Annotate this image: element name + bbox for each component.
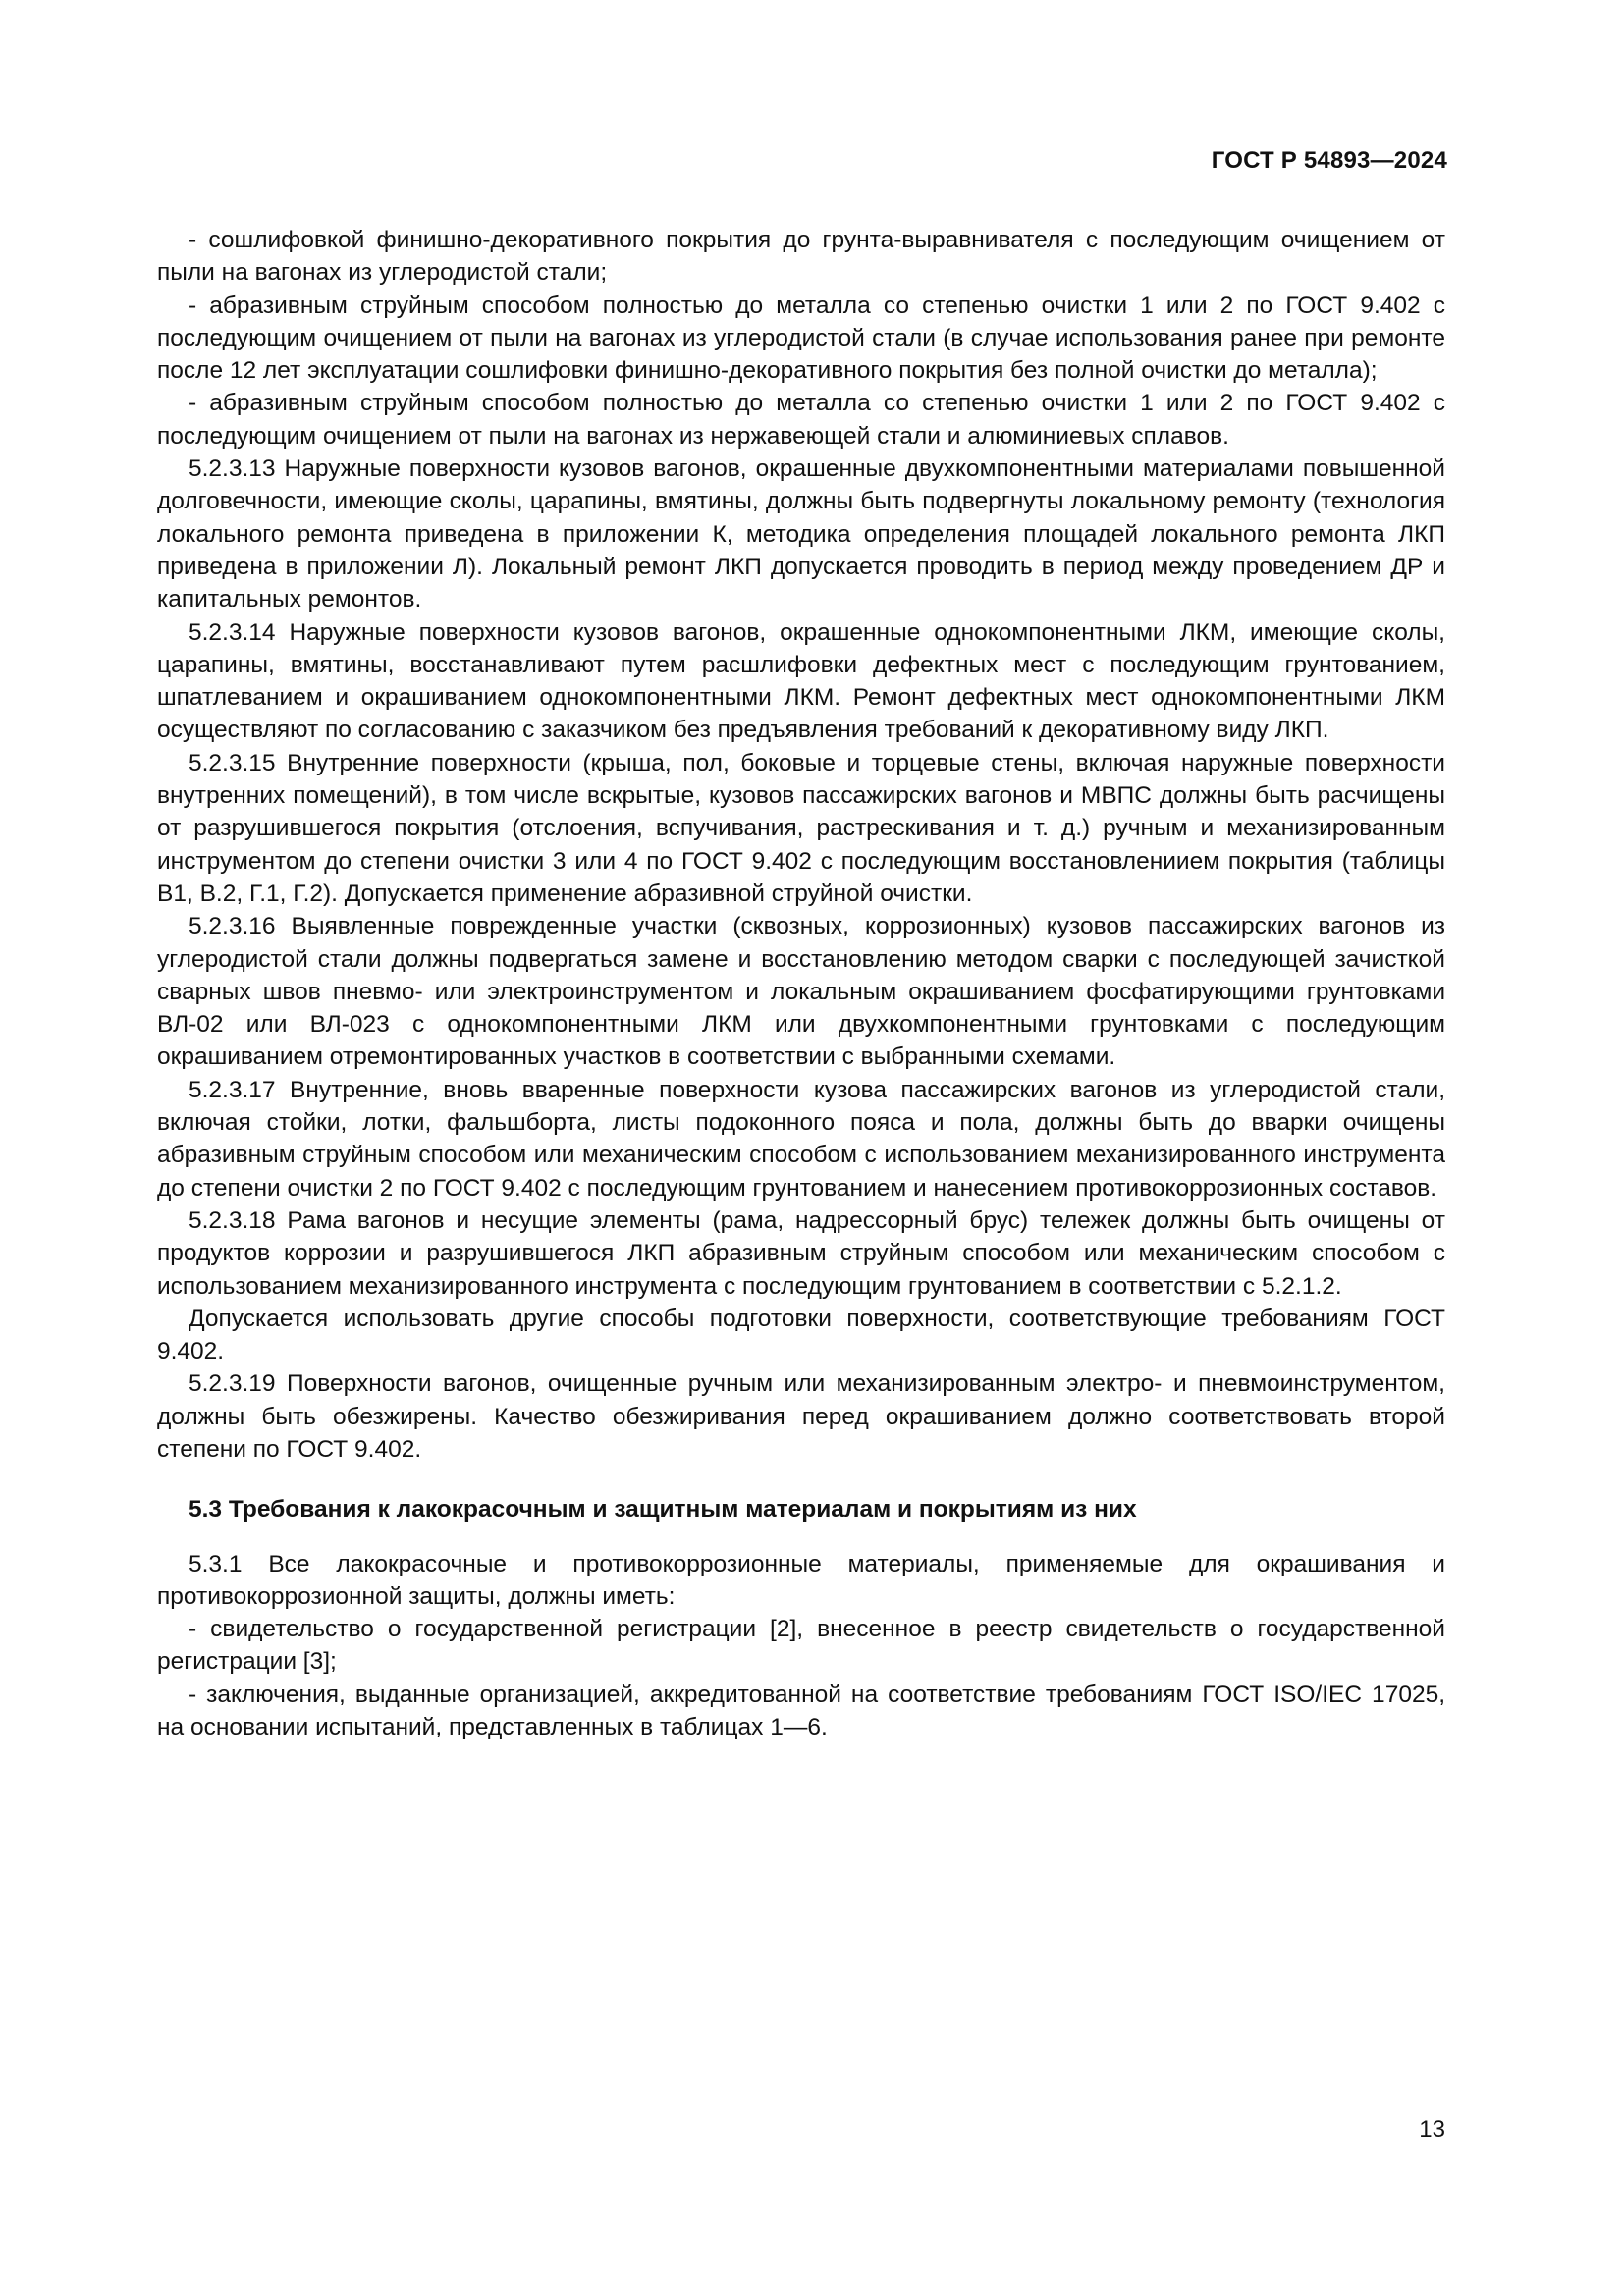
paragraph-sanding-removal: - сошлифовкой финишно-декоративного покрытия до грунта-выравнивателя с последующим очищением от пыли на вагонах из углеродистой стали; <box>157 227 1445 287</box>
paragraph-5-2-3-17: 5.2.3.17 Внутренние, вновь вваренные поверхности кузова пассажирских вагонов из углеродистой стали, включая стойки, лотки, фальшборта, листы подоконного пояса и пола, должны быть до вварки очищены абразивным струйным способом или механическим способом с использованием механизированного инструмента до степени очистки 2 по ГОСТ 9.402 с последующим грунтованием и нанесением противокоррозионных составов. <box>157 1076 1445 1201</box>
paragraph-5-2-3-15: 5.2.3.15 Внутренние поверхности (крыша, пол, боковые и торцевые стены, включая наружные поверхности внутренних помещений), в том числе вскрытые, кузовов пассажирских вагонов и МВПС должны быть расчищены от разрушившегося покрытия (отслоения, вспучивания, растрескивания и т. д.) ручным и механизированным инструментом до степени очистки 3 или 4 по ГОСТ 9.402 с последующим восстановлениием покрытия (таблицы В1, В.2, Г.1, Г.2). Допускается применение абразивной струйной очистки. <box>157 749 1445 907</box>
paragraph-5-2-3-13: 5.2.3.13 Наружные поверхности кузовов вагонов, окрашенные двухкомпонентными материалами повышенной долговечности, имеющие сколы, царапины, вмятины, должны быть подвергнуты локальному ремонту (технология локального ремонта приведена в приложении К, методика определения площадей локального ремонта ЛКП приведена в приложении Л). Локальный ремонт ЛКП допускается проводить в период между проведением ДР и капитальных ремонтов. <box>157 455 1445 614</box>
paragraph-state-registration: - свидетельство о государственной регистрации [2], внесенное в реестр свидетельств о государственной регистрации [3]; <box>157 1616 1445 1676</box>
standard-code-header: ГОСТ Р 54893—2024 <box>1211 147 1447 174</box>
paragraph-5-2-3-14: 5.2.3.14 Наружные поверхности кузовов вагонов, окрашенные однокомпонентными ЛКМ, имеющие сколы, царапины, вмятины, восстанавливают путем расшлифовки дефектных мест с последующим грунтованием, шпатлеванием и окрашиванием однокомпонентными ЛКМ. Ремонт дефектных мест однокомпонентными ЛКМ осуществляют по согласованию с заказчиком без предъявления требований к декоративному виду ЛКП. <box>157 618 1445 744</box>
paragraph-accredited-conclusions: - заключения, выданные организацией, аккредитованной на соответствие требованиям ГОСТ ISO/IEC 17025, на основании испытаний, представленных в таблицах 1—6. <box>157 1681 1445 1741</box>
paragraph-5-3-1: 5.3.1 Все лакокрасочные и противокоррозионные материалы, применяемые для окрашивания и противокоррозионной защиты, должны иметь: <box>157 1550 1445 1610</box>
paragraph-abrasive-stainless-aluminium: - абразивным струйным способом полностью до металла со степенью очистки 1 или 2 по ГОСТ 9.402 с последующим очищением от пыли на вагонах из нержавеющей стали и алюминиевых сплавов. <box>157 390 1445 450</box>
page-number: 13 <box>1419 2116 1445 2143</box>
paragraph-5-2-3-18: 5.2.3.18 Рама вагонов и несущие элементы (рама, надрессорный брус) тележек должны быть очищены от продуктов коррозии и разрушившегося ЛКП абразивным струйным способом или механическим способом с использованием механизированного инструмента с последующим грунтованием в соответствии с 5.2.1.2. <box>157 1206 1445 1300</box>
paragraph-other-methods: Допускается использовать другие способы подготовки поверхности, соответствующие требованиям ГОСТ 9.402. <box>157 1305 1445 1365</box>
document-body <box>157 224 1445 1743</box>
paragraph-abrasive-carbon-steel: - абразивным струйным способом полностью до металла со степенью очистки 1 или 2 по ГОСТ 9.402 с последующим очищением от пыли на вагонах из углеродистой стали (в случае использования ранее при ремонте после 12 лет эксплуатации сошлифовки финишно-декоративного покрытия без полной очистки до металла); <box>157 292 1445 385</box>
paragraph-5-2-3-19: 5.2.3.19 Поверхности вагонов, очищенные ручным или механизированным электро- и пневмоинструментом, должны быть обезжирены. Качество обезжиривания перед окрашиванием должно соответствовать второй степени по ГОСТ 9.402. <box>157 1370 1445 1463</box>
section-heading-5-3: 5.3 Требования к лакокрасочным и защитным материалам и покрытиям из них <box>189 1496 1137 1523</box>
paragraph-5-2-3-16: 5.2.3.16 Выявленные поврежденные участки (сквозных, коррозионных) кузовов пассажирских вагонов из углеродистой стали должны подвергаться замене и восстановлению методом сварки с последующей зачисткой сварных швов пневмо- или электроинструментом и локальным окрашиванием фосфатирующими грунтовками ВЛ-02 или ВЛ-023 с однокомпонентными ЛКМ или двухкомпонентными грунтовками с последующим окрашиванием отремонтированных участков в соответствии с выбранными схемами. <box>157 913 1445 1071</box>
